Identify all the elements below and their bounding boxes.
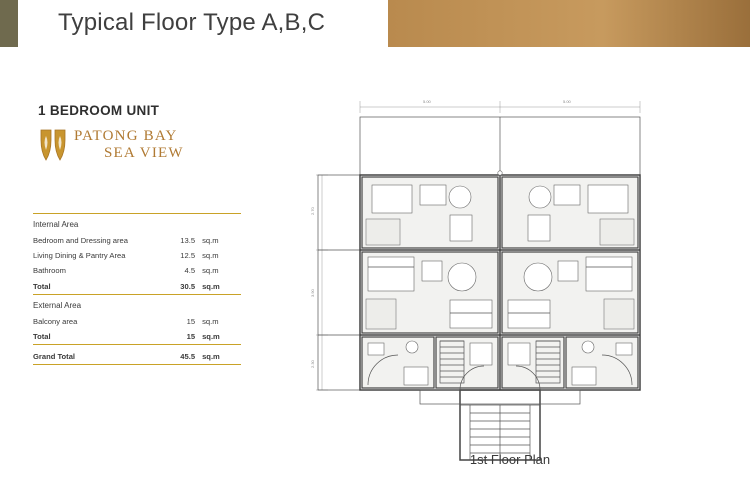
area-label: Balcony area	[33, 316, 78, 326]
unit-right	[502, 177, 638, 388]
area-unit: sq.m	[202, 236, 219, 246]
internal-area-heading: Internal Area	[33, 214, 147, 234]
svg-text:2.30: 2.30	[310, 360, 315, 368]
svg-text:5.00: 5.00	[423, 99, 431, 104]
table-row	[33, 314, 241, 329]
project-logo	[38, 128, 288, 166]
area-label: Living Dining & Pantry Area	[33, 251, 126, 261]
table-row	[33, 248, 241, 263]
table-row-total-internal	[33, 279, 241, 295]
floor-plan-drawing	[300, 85, 720, 465]
page-title: Typical Floor Type A,B,C	[58, 9, 326, 36]
area-value: 15	[186, 316, 196, 326]
table-section-internal	[33, 214, 241, 234]
logo-text	[74, 128, 184, 162]
furniture-sofa-right	[586, 257, 632, 291]
total-value: 30.5	[147, 279, 202, 295]
area-label: Bathroom	[33, 266, 66, 276]
area-unit: sq.m	[202, 316, 219, 326]
total-label: Total	[33, 329, 147, 345]
furniture-sofa-left	[368, 257, 414, 291]
dimension-lines-top	[360, 99, 640, 113]
table-row	[33, 263, 241, 278]
banner-segment-gold-right	[603, 0, 750, 47]
total-unit: sq.m	[202, 329, 241, 345]
unit-type-title: 1 BEDROOM UNIT	[38, 103, 160, 118]
furniture-bed-left	[372, 185, 412, 213]
area-value: 4.5	[184, 266, 196, 276]
furniture-bed-right	[588, 185, 628, 213]
dimension-lines-left	[310, 175, 328, 390]
svg-text:5.00: 5.00	[563, 99, 571, 104]
svg-text:3.90: 3.90	[310, 289, 315, 297]
svg-text:2.70: 2.70	[310, 207, 315, 215]
grand-total-label: Grand Total	[33, 349, 147, 365]
external-area-heading: External Area	[33, 300, 82, 310]
unit-left	[362, 177, 498, 388]
area-unit: sq.m	[202, 251, 219, 261]
area-schedule-table	[33, 213, 241, 365]
logo-line-1: PATONG BAY	[74, 128, 178, 144]
logo-line-2: SEA VIEW	[104, 145, 184, 161]
unit-info-panel	[38, 103, 288, 172]
table-row	[33, 233, 241, 248]
floor-plan-caption: 1st Floor Plan	[469, 452, 551, 467]
table-section-external	[33, 294, 241, 314]
area-value: 13.5	[180, 236, 196, 246]
table-row-total-external	[33, 329, 241, 345]
roof-marker	[498, 171, 502, 177]
grand-total-value: 45.5	[147, 349, 202, 365]
banner-segment-olive	[0, 0, 18, 47]
area-unit: sq.m	[202, 266, 219, 276]
area-value: 12.5	[180, 251, 196, 261]
total-unit: sq.m	[202, 279, 241, 295]
area-label: Bedroom and Dressing area	[33, 236, 128, 246]
table-row-grand-total	[33, 349, 241, 365]
grand-total-unit: sq.m	[202, 349, 241, 365]
header-banner	[0, 0, 750, 47]
total-value: 15	[147, 329, 202, 345]
logo-mark-icon	[38, 128, 68, 162]
banner-segment-gold-left	[388, 0, 603, 47]
total-label: Total	[33, 279, 147, 295]
